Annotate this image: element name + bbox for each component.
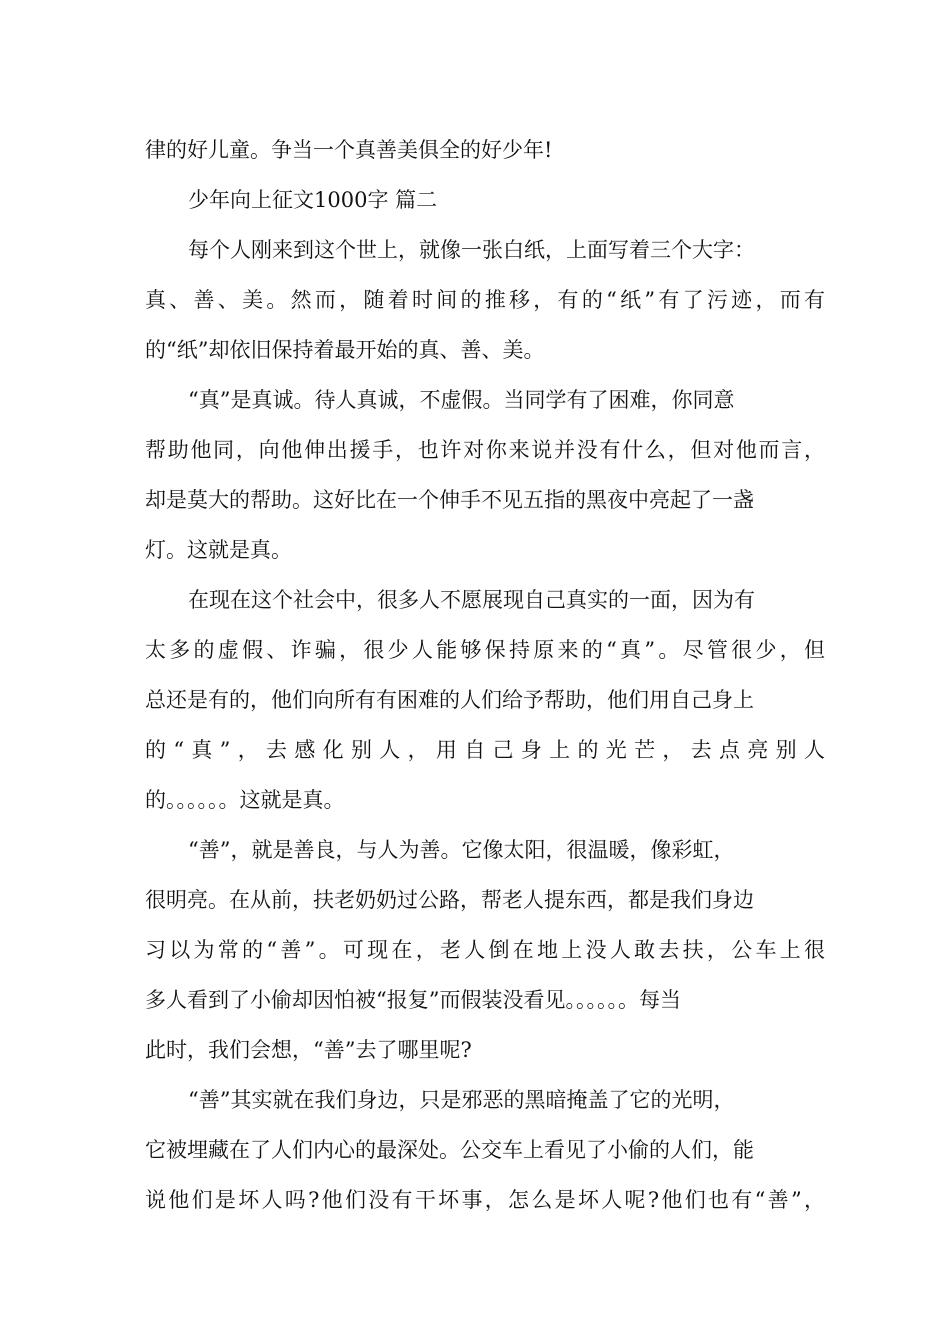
text-line: 很明亮。在从前，扶老奶奶过公路，帮老人提东西，都是我们身边 [145, 888, 754, 912]
text-line: 说他们是坏人吗?他们没有干坏事，怎么是坏人呢?他们也有“善”， [145, 1188, 825, 1212]
text-line: 的“真”，去感化别人，用自己身上的光芒，去点亮别人 [145, 738, 825, 762]
text-line: 太多的虚假、诈骗，很少人能够保持原来的“真”。尽管很少，但 [145, 638, 825, 662]
text-line: 真、善、美。然而，随着时间的推移，有的“纸”有了污迹，而有 [145, 288, 825, 312]
text-line: 习以为常的“善”。可现在，老人倒在地上没人敢去扶，公车上很 [145, 938, 825, 962]
text-line: 却是莫大的帮助。这好比在一个伸手不见五指的黑夜中亮起了一盏 [145, 488, 754, 512]
text-line: “善”其实就在我们身边，只是邪恶的黑暗掩盖了它的光明， [188, 1088, 735, 1112]
text-line: 在现在这个社会中，很多人不愿展现自己真实的一面，因为有 [188, 588, 755, 612]
section-heading: 少年向上征文1000字 篇二 [188, 188, 438, 212]
text-line: 每个人刚来到这个世上，就像一张白纸，上面写着三个大字： [188, 238, 755, 262]
text-line: 它被埋藏在了人们内心的最深处。公交车上看见了小偷的人们，能 [145, 1138, 754, 1162]
text-line: 帮助他同，向他伸出援手，也许对你来说并没有什么，但对他而言， [145, 438, 825, 462]
text-line: 此时，我们会想，“善”去了哪里呢? [145, 1038, 472, 1062]
text-line: “真”是真诚。待人真诚，不虚假。当同学有了困难，你同意 [188, 388, 735, 412]
text-line: 的。。。。。。这就是真。 [145, 788, 345, 812]
text-line: 的“纸”却依旧保持着最开始的真、善、美。 [145, 338, 545, 362]
text-line: 律的好儿童。争当一个真善美俱全的好少年! [145, 138, 553, 162]
text-line: 灯。这就是真。 [145, 538, 292, 562]
text-line: “善”，就是善良，与人为善。它像太阳，很温暖，像彩虹， [188, 838, 735, 862]
text-line: 总还是有的，他们向所有有困难的人们给予帮助，他们用自己身上 [145, 688, 754, 712]
text-line: 多人看到了小偷却因怕被“报复”而假装没看见。。。。。。每当 [145, 988, 681, 1012]
